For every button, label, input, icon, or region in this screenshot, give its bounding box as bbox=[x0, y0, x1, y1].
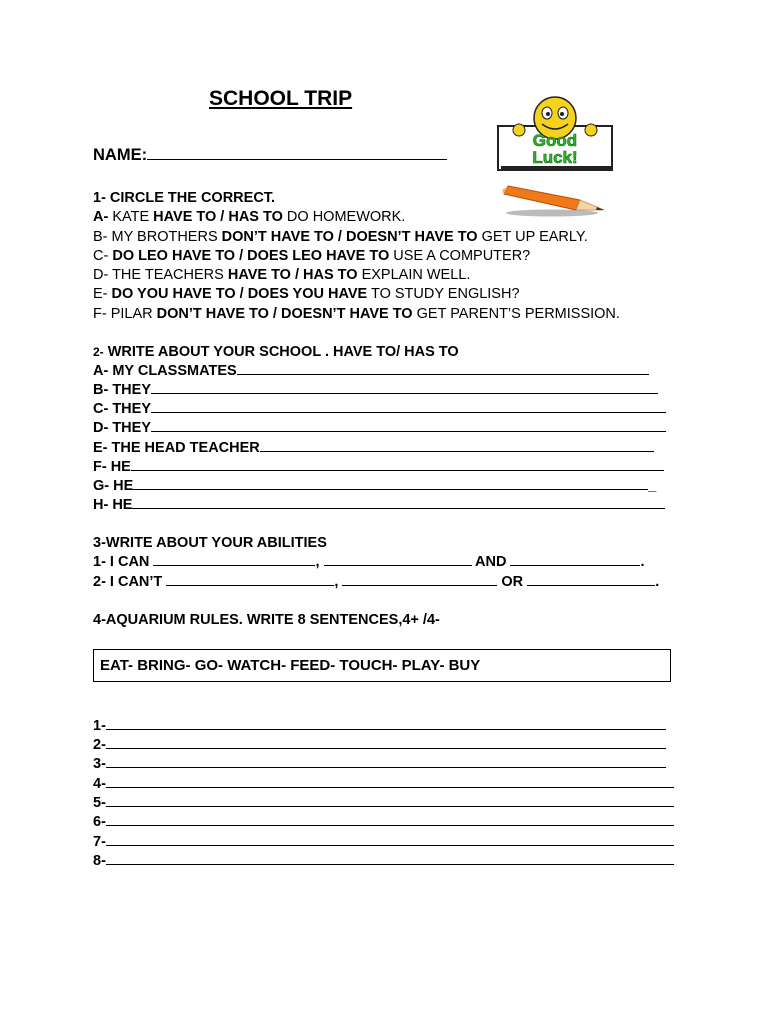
answer-line[interactable] bbox=[106, 717, 666, 730]
choice-a[interactable]: HAVE TO / HAS TO bbox=[153, 209, 283, 225]
section2-item-g: G- HE _ bbox=[93, 478, 657, 494]
verbs-box: EAT- BRING- GO- WATCH- FEED- TOUCH- PLAY- BUY bbox=[93, 649, 671, 682]
choice-c[interactable]: DO LEO HAVE TO / DOES LEO HAVE TO bbox=[112, 248, 390, 264]
answer-line[interactable] bbox=[153, 553, 315, 566]
answer-line[interactable] bbox=[106, 833, 674, 846]
rule-line-6: 6- bbox=[93, 813, 674, 832]
answer-line[interactable] bbox=[133, 477, 648, 490]
rule-line-4: 4- bbox=[93, 775, 674, 794]
rule-line-7: 7- bbox=[93, 833, 674, 852]
section2-item-h: H- HE bbox=[93, 496, 665, 515]
good-luck-smiley-icon bbox=[492, 96, 618, 174]
section1-item-d: D- THE TEACHERS HAVE TO / HAS TO EXPLAIN WELL. bbox=[93, 267, 471, 283]
section2-item-b: B- THEY bbox=[93, 381, 658, 400]
answer-line[interactable] bbox=[260, 439, 654, 452]
section2-heading: 2- WRITE ABOUT YOUR SCHOOL . HAVE TO/ HAS TO bbox=[93, 344, 459, 360]
section1-item-c: C- DO LEO HAVE TO / DOES LEO HAVE TO USE A COMPUTER? bbox=[93, 248, 531, 264]
section1-item-a: A- KATE HAVE TO / HAS TO DO HOMEWORK. bbox=[93, 209, 406, 225]
section2-item-c: C- THEY bbox=[93, 400, 666, 419]
rule-line-5: 5- bbox=[93, 794, 674, 813]
section1-item-f: F- PILAR DON’T HAVE TO / DOESN’T HAVE TO GET PARENT’S PERMISSION. bbox=[93, 306, 620, 322]
answer-line[interactable] bbox=[166, 573, 334, 586]
answer-line[interactable] bbox=[151, 419, 666, 432]
answer-line[interactable] bbox=[151, 381, 658, 394]
answer-line[interactable] bbox=[151, 400, 666, 413]
rule-line-2: 2- bbox=[93, 736, 666, 755]
answer-line[interactable] bbox=[131, 458, 664, 471]
section1-item-e: E- DO YOU HAVE TO / DOES YOU HAVE TO STUDY ENGLISH? bbox=[93, 286, 520, 302]
section1-heading: 1- CIRCLE THE CORRECT. bbox=[93, 190, 276, 206]
answer-line[interactable] bbox=[106, 736, 666, 749]
page-title: SCHOOL TRIP bbox=[209, 87, 353, 110]
answer-line[interactable] bbox=[510, 553, 640, 566]
good-luck-text-line2: Luck! bbox=[532, 148, 578, 167]
choice-e[interactable]: DO YOU HAVE TO / DOES YOU HAVE bbox=[111, 286, 368, 302]
section1-item-b: B- MY BROTHERS DON’T HAVE TO / DOESN’T HAVE TO GET UP EARLY. bbox=[93, 229, 588, 245]
section4-heading: 4-AQUARIUM RULES. WRITE 8 SENTENCES,4+ /4- bbox=[93, 612, 440, 628]
choice-f[interactable]: DON’T HAVE TO / DOESN’T HAVE TO bbox=[156, 306, 413, 322]
answer-line[interactable] bbox=[106, 852, 674, 865]
answer-line[interactable] bbox=[106, 813, 674, 826]
rule-line-3: 3- bbox=[93, 755, 666, 774]
rule-line-8: 8- bbox=[93, 852, 674, 871]
pencil-icon bbox=[500, 180, 608, 218]
choice-b[interactable]: DON’T HAVE TO / DOESN’T HAVE TO bbox=[221, 229, 478, 245]
answer-line[interactable] bbox=[324, 553, 472, 566]
section3-cant-row: 2- I CAN’T , OR . bbox=[93, 574, 660, 590]
answer-line[interactable] bbox=[106, 755, 666, 768]
rule-line-1: 1- bbox=[93, 717, 666, 736]
answer-line[interactable] bbox=[527, 573, 655, 586]
answer-line[interactable] bbox=[132, 496, 665, 509]
section2-item-a: A- MY CLASSMATES bbox=[93, 362, 649, 381]
good-luck-text-line1: Good bbox=[532, 131, 578, 150]
section3-heading: 3-WRITE ABOUT YOUR ABILITIES bbox=[93, 535, 327, 551]
answer-line[interactable] bbox=[342, 573, 497, 586]
section2-item-f: F- HE bbox=[93, 458, 664, 477]
section2-item-e: E- THE HEAD TEACHER bbox=[93, 439, 654, 458]
section2-item-d: D- THEY bbox=[93, 419, 666, 438]
choice-d[interactable]: HAVE TO / HAS TO bbox=[227, 267, 358, 283]
name-field[interactable] bbox=[93, 145, 447, 165]
answer-line[interactable] bbox=[106, 775, 674, 788]
name-label: NAME: bbox=[93, 146, 148, 164]
name-blank-line[interactable] bbox=[147, 145, 447, 160]
section3-can-row: 1- I CAN , AND . bbox=[93, 554, 645, 570]
answer-line[interactable] bbox=[106, 794, 674, 807]
answer-line[interactable] bbox=[237, 362, 649, 375]
